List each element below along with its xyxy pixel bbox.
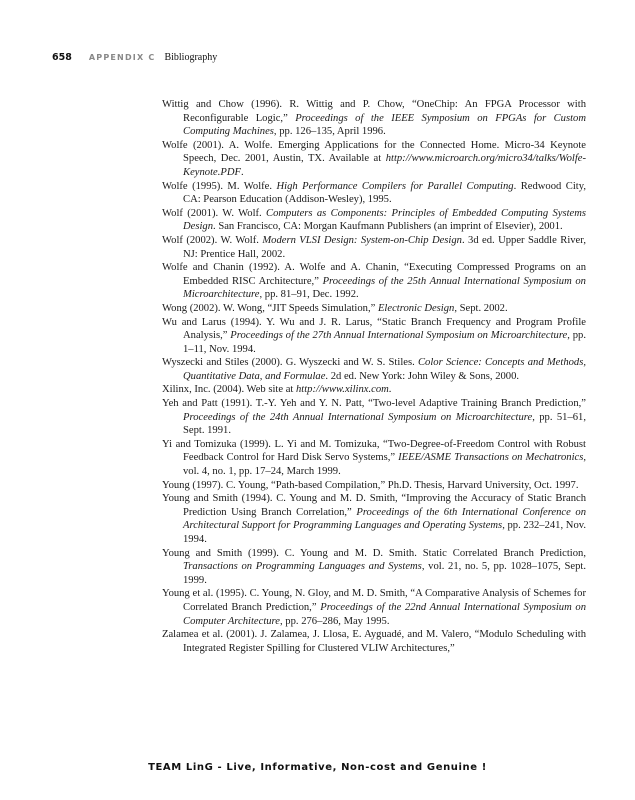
appendix-label: APPENDIX C bbox=[88, 53, 156, 62]
bib-entry: Yi and Tomizuka (1999). L. Yi and M. Tomizuka, “Two-Degree-of-Freedom Control with Robust Feedback Control for Hard Disk Servo Systems,” IEEE/ASME Transactions on Mechatronics, vol. 4, no. 1, pp. 17–24, March 1999. bbox=[162, 438, 587, 478]
bib-entry: Young and Smith (1994). C. Young and M. D. Smith, “Improving the Accuracy of Static Branch Prediction Using Branch Correlation,” Proceedings of the 6th International Conference on Architectural Support for Programming Languages and Operating Systems, pp. 232–241, Nov. 1994. bbox=[162, 493, 587, 545]
bib-entry: Young and Smith (1999). C. Young and M. D. Smith. Static Correlated Branch Prediction, Transactions on Programming Languages and Systems, vol. 21, no. 5, pp. 1028–1075, Sept. 1999. bbox=[162, 547, 586, 586]
bib-entry: Wyszecki and Stiles (2000). G. Wyszecki and W. S. Stiles. Color Science: Concepts and Methods, Quantitative Data, and Formulae. 2d ed. New York: John Wiley & Sons, 2000. bbox=[162, 357, 586, 382]
bib-entry: Wolfe and Chanin (1992). A. Wolfe and A. Chanin, “Executing Compressed Programs on an Embedded RISC Architecture,” Proceedings of the 25th Annual International Symposium on Microarchitecture, pp. 81–91, Dec. 1992. bbox=[162, 262, 586, 301]
bib-entry: Wolf (2002). W. Wolf. Modern VLSI Design: System-on-Chip Design. 3d ed. Upper Saddle River, NJ: Prentice Hall, 2002. bbox=[162, 234, 587, 260]
bib-entry: Young et al. (1995). C. Young, N. Gloy, and M. D. Smith, “A Comparative Analysis of Schemes for Correlated Branch Prediction,” Proceedings of the 22nd Annual International Symposium on Computer Architecture, pp. 276–286, May 1995. bbox=[162, 588, 587, 627]
bib-entry: Yeh and Patt (1991). T.-Y. Yeh and Y. N. Patt, “Two-level Adaptive Training Branch Prediction,” Proceedings of the 24th Annual International Symposium on Microarchitecture, pp. 51–61, Sept. 1991. bbox=[162, 398, 586, 437]
bib-entry: Wu and Larus (1994). Y. Wu and J. R. Larus, “Static Branch Frequency and Program Profile Analysis,” Proceedings of the 27th Annual International Symposium on Microarchitecture, pp. 1–11, Nov. 1994. bbox=[162, 316, 586, 355]
bibliography-list bbox=[162, 98, 586, 655]
bib-entry: Wolfe (2001). A. Wolfe. Emerging Applications for the Connected Home. Micro-34 Keynote Speech, Dec. 2001, Austin, TX. Available at http://www.microarch.org/micro34/talks/Wolfe-Keynote.PDF. bbox=[162, 139, 586, 178]
running-head bbox=[52, 52, 217, 63]
bib-entry: Wolf (2001). W. Wolf. Computers as Components: Principles of Embedded Computing Systems Design. San Francisco, CA: Morgan Kaufmann Publishers (an imprint of Elsevier), 2001. bbox=[162, 207, 586, 233]
page-number: 658 bbox=[52, 52, 72, 63]
bib-entry: Wittig and Chow (1996). R. Wittig and P. Chow, “OneChip: An FPGA Processor with Reconfigurable Logic,” Proceedings of the IEEE Symposium on FPGAs for Custom Computing Machines, pp. 126–135, April 1996. bbox=[162, 99, 586, 138]
bib-entry: Wolfe (1995). M. Wolfe. High Performance Compilers for Parallel Computing. Redwood City, CA: Pearson Education (Addison-Wesley), 1995. bbox=[162, 180, 586, 206]
footer-watermark: TEAM LinG - Live, Informative, Non-cost and Genuine ! bbox=[148, 762, 487, 773]
bib-entry: Zalamea et al. (2001). J. Zalamea, J. Llosa, E. Ayguadé, and M. Valero, “Modulo Scheduling with Integrated Register Spilling for Clustered VLIW Architectures,” bbox=[162, 629, 586, 654]
section-title: Bibliography bbox=[164, 52, 218, 63]
bib-entry: Young (1997). C. Young, “Path-based Compilation,” Ph.D. Thesis, Harvard University, Oct. 1997. bbox=[162, 479, 579, 491]
bib-entry: Xilinx, Inc. (2004). Web site at http://www.xilinx.com. bbox=[162, 384, 392, 396]
bib-entry: Wong (2002). W. Wong, “JIT Speeds Simulation,” Electronic Design, Sept. 2002. bbox=[162, 302, 508, 314]
